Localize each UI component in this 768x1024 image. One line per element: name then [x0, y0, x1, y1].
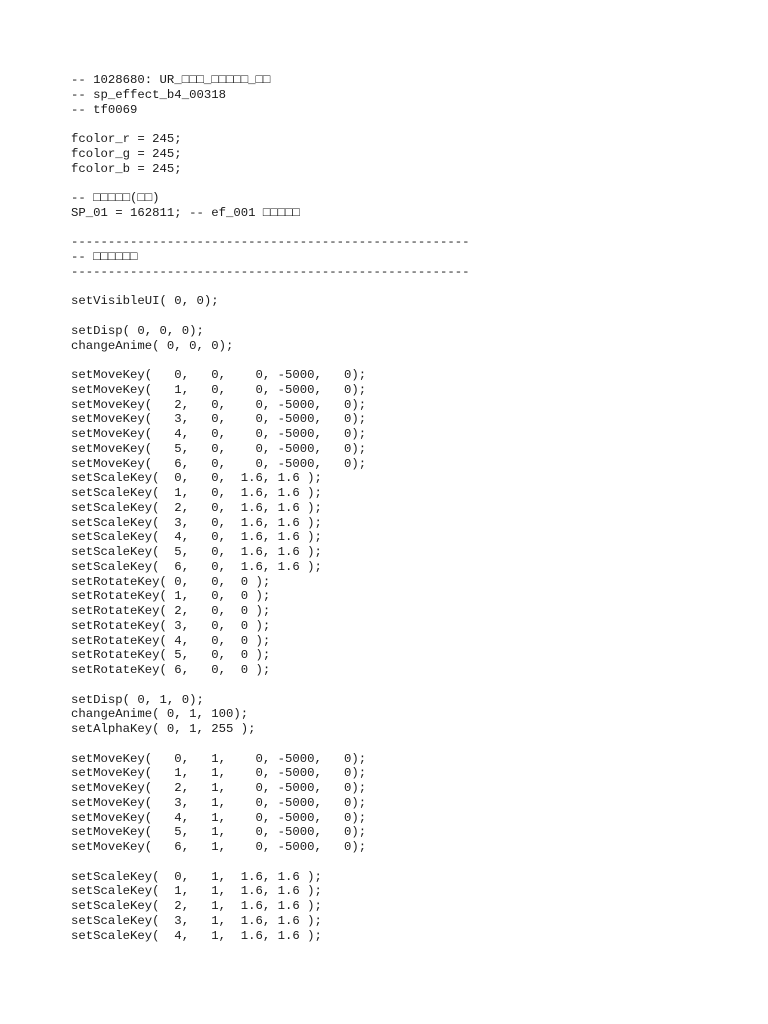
code-line: fcolor_g = 245; — [71, 146, 182, 161]
code-line: setMoveKey( 3, 1, 0, -5000, 0); — [71, 795, 367, 810]
code-line: -- tf0069 — [71, 102, 138, 117]
code-line: setScaleKey( 4, 0, 1.6, 1.6 ); — [71, 530, 322, 545]
code-line — [71, 678, 469, 693]
code-line: setScaleKey( 1, 0, 1.6, 1.6 ); — [71, 486, 322, 500]
code-line: -- 1028680: UR_□□□_□□□□□_□□ — [71, 73, 271, 87]
code-line: setMoveKey( 4, 1, 0, -5000, 0); — [71, 810, 367, 825]
code-line: setRotateKey( 5, 0, 0 ); — [71, 648, 271, 663]
code-line: setRotateKey( 0, 0, 0 ); — [71, 574, 271, 589]
code-line: setRotateKey( 2, 0, 0 ); — [71, 604, 271, 618]
code-line: setScaleKey( 1, 1, 1.6, 1.6 ); — [71, 884, 322, 899]
code-line: setScaleKey( 5, 0, 1.6, 1.6 ); — [71, 545, 322, 559]
code-line: setScaleKey( 2, 0, 1.6, 1.6 ); — [71, 500, 322, 515]
code-line: setRotateKey( 4, 0, 0 ); — [71, 633, 271, 648]
code-line: setScaleKey( 3, 0, 1.6, 1.6 ); — [71, 515, 322, 530]
code-line: setMoveKey( 0, 1, 0, -5000, 0); — [71, 751, 367, 766]
code-line — [71, 353, 469, 368]
code-line — [71, 221, 469, 236]
code-line: setScaleKey( 0, 1, 1.6, 1.6 ); — [71, 869, 322, 884]
code-line: setMoveKey( 0, 0, 0, -5000, 0); — [71, 368, 367, 382]
code-line: fcolor_b = 245; — [71, 161, 182, 176]
script-text-body — [71, 73, 469, 943]
code-line: setMoveKey( 4, 0, 0, -5000, 0); — [71, 427, 367, 441]
code-line: setMoveKey( 2, 0, 0, -5000, 0); — [71, 397, 367, 412]
code-line: SP_01 = 162811; -- ef_001 □□□□□ — [71, 205, 300, 220]
code-line — [71, 176, 469, 191]
code-line: changeAnime( 0, 0, 0); — [71, 338, 234, 353]
code-line: setVisibleUI( 0, 0); — [71, 294, 219, 309]
code-line: setScaleKey( 2, 1, 1.6, 1.6 ); — [71, 899, 322, 913]
code-line: setMoveKey( 5, 0, 0, -5000, 0); — [71, 441, 367, 456]
code-line: setScaleKey( 3, 1, 1.6, 1.6 ); — [71, 913, 322, 928]
code-line: setDisp( 0, 0, 0); — [71, 323, 204, 338]
code-line: setMoveKey( 6, 1, 0, -5000, 0); — [71, 840, 367, 854]
code-line: setMoveKey( 3, 0, 0, -5000, 0); — [71, 412, 367, 427]
code-line — [71, 737, 469, 752]
code-line: -- □□□□□(□□) — [71, 191, 160, 205]
code-line: changeAnime( 0, 1, 100); — [71, 707, 249, 722]
code-line: setScaleKey( 4, 1, 1.6, 1.6 ); — [71, 928, 322, 943]
code-line: fcolor_r = 245; — [71, 132, 182, 146]
code-line: -- sp_effect_b4_00318 — [71, 87, 226, 102]
code-line — [71, 280, 469, 295]
code-line: setRotateKey( 1, 0, 0 ); — [71, 589, 271, 604]
code-line: -- □□□□□□ — [71, 250, 138, 264]
code-line — [71, 855, 469, 870]
code-line: ------------------------------------------------------ — [71, 264, 470, 279]
code-line: setMoveKey( 2, 1, 0, -5000, 0); — [71, 781, 367, 795]
code-line: setDisp( 0, 1, 0); — [71, 692, 204, 707]
code-line: setMoveKey( 5, 1, 0, -5000, 0); — [71, 825, 367, 840]
code-line: setScaleKey( 6, 0, 1.6, 1.6 ); — [71, 559, 322, 574]
code-line: setRotateKey( 6, 0, 0 ); — [71, 663, 271, 677]
code-line: setRotateKey( 3, 0, 0 ); — [71, 618, 271, 633]
code-line — [71, 117, 469, 132]
code-line: setAlphaKey( 0, 1, 255 ); — [71, 722, 256, 736]
code-line: setScaleKey( 0, 0, 1.6, 1.6 ); — [71, 471, 322, 486]
code-line: setMoveKey( 1, 1, 0, -5000, 0); — [71, 766, 367, 781]
code-line: ------------------------------------------------------ — [71, 235, 470, 250]
code-line: setMoveKey( 6, 0, 0, -5000, 0); — [71, 456, 367, 471]
code-line: setMoveKey( 1, 0, 0, -5000, 0); — [71, 382, 367, 397]
code-line — [71, 309, 469, 324]
